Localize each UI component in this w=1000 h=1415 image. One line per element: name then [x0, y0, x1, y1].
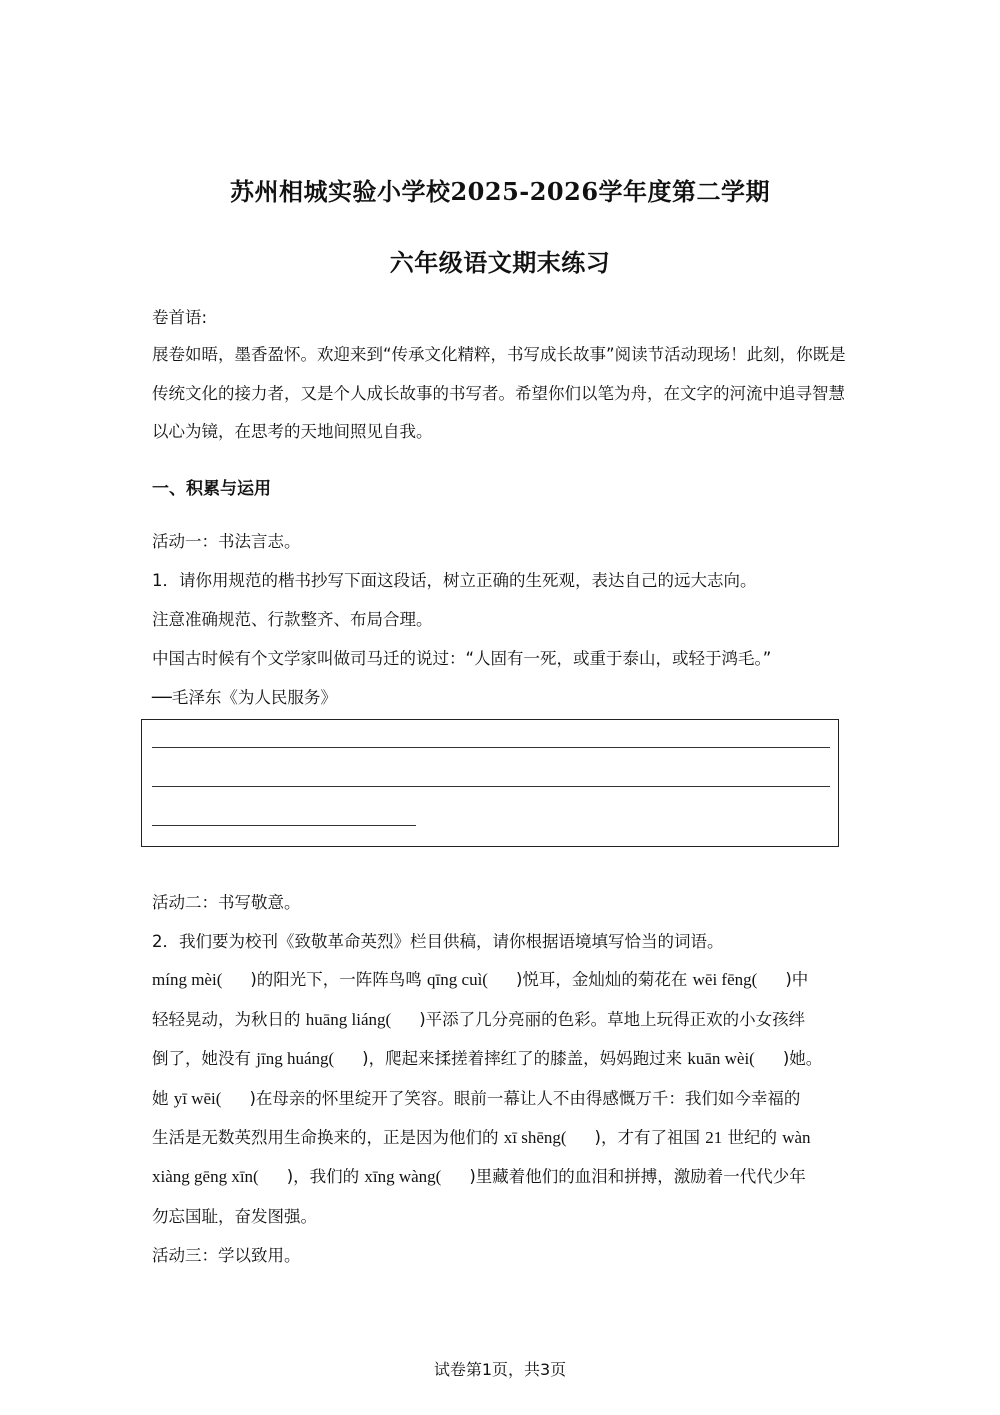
quote-source: ──毛泽东《为人民服务》	[152, 688, 337, 707]
preface-paragraph: 展卷如晤，墨香盈怀。欢迎来到“传承文化精粹，书写成长故事”阅读节活动现场！此刻，你既是传统文化的接力者，又是个人成长故事的书写者。希望你们以笔为舟，在文字的河流中追寻智慧以心为镜，在思考的天地间照见自我。	[152, 345, 846, 441]
section-heading-accumulation: 一、积累与运用	[152, 479, 271, 499]
answer-line[interactable]	[152, 786, 830, 787]
fill-in-line-1: míng mèi( )的阳光下，一阵阵鸟鸣 qīng cuì( )悦耳，金灿灿的菊花在 wēi fēng( )中	[152, 970, 809, 989]
activity1-title: 活动一：书法言志。	[152, 532, 301, 551]
answer-line[interactable]	[152, 747, 830, 748]
answer-line[interactable]	[152, 825, 416, 826]
question-2-text: 2．我们要为校刊《致敬革命英烈》栏目供稿，请你根据语境填写恰当的词语。	[152, 932, 724, 951]
exam-title-school: 苏州相城实验小学校2025-2026学年度第二学期	[229, 177, 771, 206]
fill-in-line-5: 生活是无数英烈用生命换来的，正是因为他们的 xī shēng( )，才有了祖国 21 世纪的 wàn	[152, 1128, 811, 1147]
question-1-text: 1．请你用规范的楷书抄写下面这段话，树立正确的生死观，表达自己的远大志向。	[152, 571, 757, 590]
question-1-note: 注意准确规范、行款整齐、布局合理。	[152, 610, 433, 629]
activity3-title: 活动三：学以致用。	[152, 1246, 301, 1265]
preface-label: 卷首语:	[152, 308, 208, 327]
exam-title-subject: 六年级语文期末练习	[389, 248, 611, 277]
fill-in-line-3: 倒了，她没有 jīng huáng( )，爬起来揉搓着摔红了的膝盖，妈妈跑过来 kuān wèi( )她。	[152, 1049, 823, 1068]
fill-in-line-2: 轻轻晃动，为秋日的 huāng liáng( )平添了几分亮丽的色彩。草地上玩得正欢的小女孩绊	[152, 1010, 806, 1029]
page-number-footer: 试卷第1页，共3页	[433, 1360, 567, 1379]
quote-text: 中国古时候有个文学家叫做司马迁的说过：“人固有一死，或重于泰山，或轻于鸿毛。”	[152, 649, 772, 668]
activity2-title: 活动二：书写敬意。	[152, 893, 301, 912]
fill-in-line-4: 她 yī wēi( )在母亲的怀里绽开了笑容。眼前一幕让人不由得感慨万千：我们如今幸福的	[152, 1089, 801, 1108]
handwriting-answer-box[interactable]	[141, 719, 839, 847]
fill-in-line-7: 勿忘国耻，奋发图强。	[152, 1207, 317, 1226]
fill-in-line-6: xiàng gēng xīn( )，我们的 xīng wàng( )里藏着他们的血泪和拼搏，激励着一代代少年	[152, 1167, 806, 1186]
